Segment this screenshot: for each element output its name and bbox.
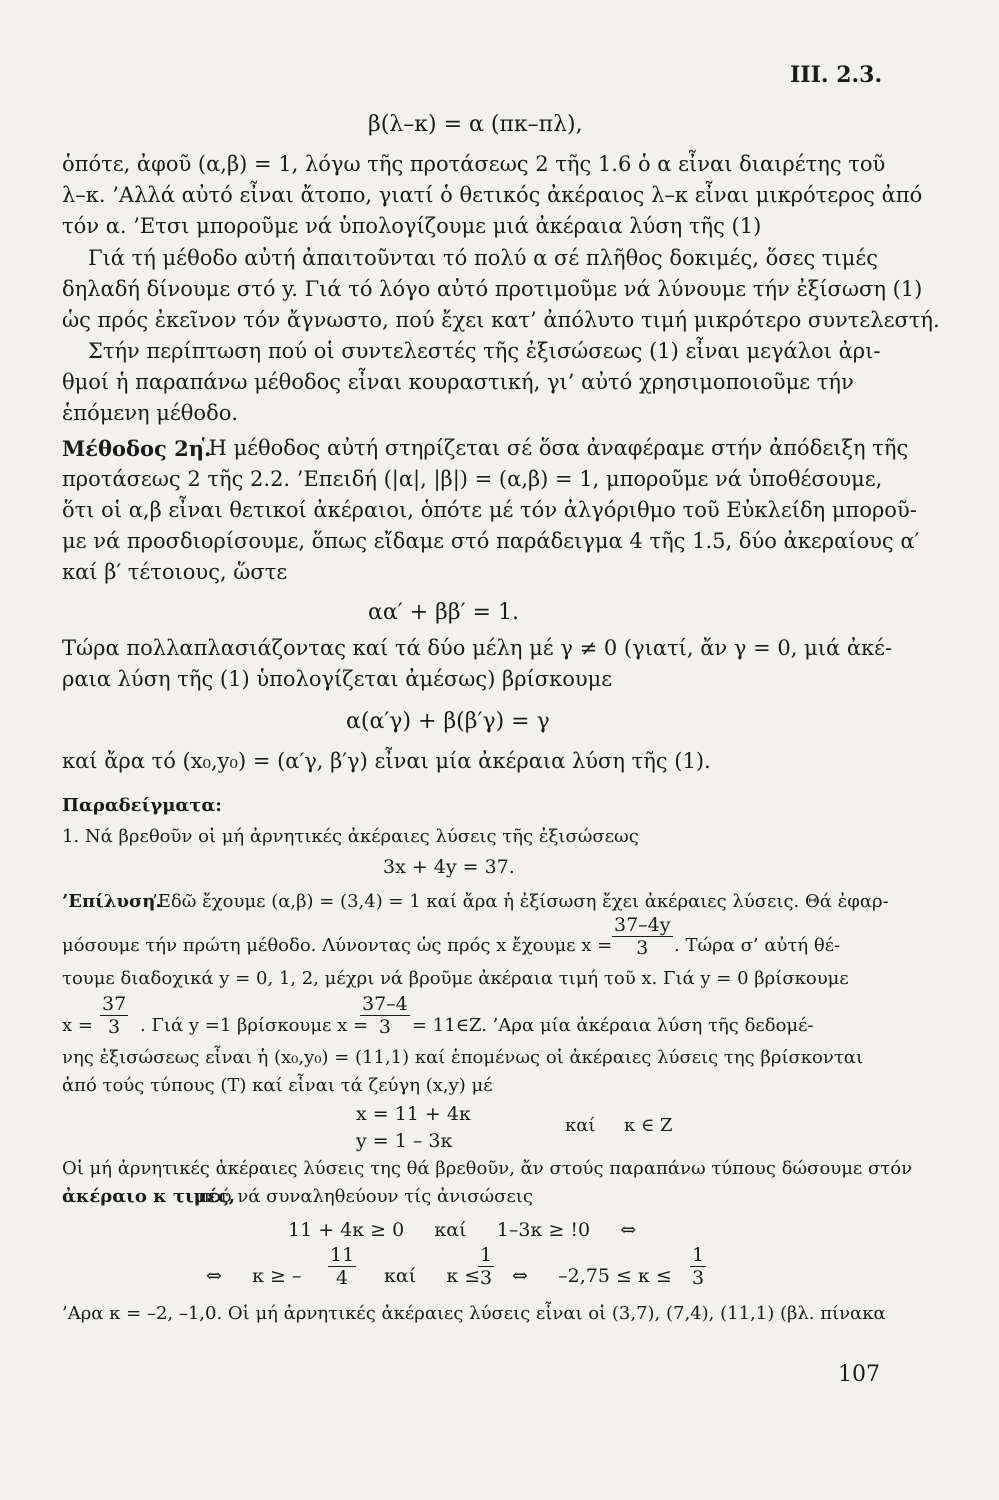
text-line: ὡς πρός ἐκεῖνον τόν ἄγνωστο, πού ἔχει κατ’ ἀπόλυτο τιμή μικρότερο συντελεστή. — [62, 308, 940, 332]
equation-top: β(λ–κ) = α (πκ–πλ), — [368, 112, 583, 137]
equation-3: α(α′γ) + β(β′γ) = γ — [346, 709, 550, 734]
inequality-1: 11 + 4κ ≥ 0 καί 1–3κ ≥ !0 ⇔ — [288, 1219, 637, 1241]
text-line: . Γιά y =1 βρίσκουμε x = — [140, 1015, 369, 1036]
numerator: 37–4y — [614, 914, 671, 936]
text-line: ραια λύση τῆς (1) ὑπολογίζεται ἀμέσως) βρίσκουμε — [62, 667, 613, 691]
text-line: νης ἐξισώσεως εἶναι ἡ (x₀,y₀) = (11,1) καί ἑπομένως οἱ ἀκέραιες λύσεις της βρίσκονται — [62, 1047, 863, 1068]
text-line: λ–κ. ’Αλλά αὐτό εἶναι ἄτοπο, γιατί ὁ θετικός ἀκέραιος λ–κ εἶναι μικρότερος ἀπό — [62, 183, 923, 207]
text-line: ἑπόμενη μέθοδο. — [62, 401, 239, 425]
text-line: ’Εδῶ ἔχουμε (α,β) = (3,4) = 1 καί ἄρα ἡ ἐξίσωση ἔχει ἀκέραιες λύσεις. Θά ἐφαρ- — [152, 891, 889, 912]
text-line: ἀπό τούς τύπους (T) καί εἶναι τά ζεύγη (x,y) μέ — [62, 1075, 493, 1096]
text-line: x = — [62, 1015, 93, 1036]
denominator: 3 — [378, 1016, 391, 1038]
text-line: ’Αρα κ = –2, –1,0. Οἱ μή ἀρνητικές ἀκέραιες λύσεις εἶναι οἱ (3,7), (7,4), (11,1) (βλ. πίνακα — [62, 1303, 886, 1324]
system-condition: κ ∈ Z — [624, 1115, 673, 1136]
numerator: 11 — [330, 1244, 355, 1266]
system-line-1: x = 11 + 4κ — [356, 1103, 471, 1125]
text-line: τουμε διαδοχικά y = 0, 1, 2, μέχρι νά βροῦμε ἀκέραια τιμή τοῦ x. Γιά y = 0 βρίσκουμε — [62, 968, 849, 989]
fraction — [360, 993, 410, 1038]
fraction — [612, 914, 673, 959]
denominator: 3 — [108, 1016, 121, 1038]
text-line: Γιά τή μέθοδο αὐτή ἀπαιτοῦνται τό πολύ α σέ πλῆθος δοκιμές, ὅσες τιμές — [88, 246, 879, 270]
equation-2: αα′ + ββ′ = 1. — [368, 600, 519, 625]
numerator: 1 — [692, 1244, 705, 1266]
examples-title: Παραδείγματα: — [62, 795, 222, 816]
fraction — [328, 1244, 356, 1289]
text-line: καί ἄρα τό (x₀,y₀) = (α′γ, β′γ) εἶναι μία ἀκέραια λύση τῆς (1). — [62, 749, 711, 773]
section-reference: III. 2.3. — [790, 62, 883, 88]
inequality-2a: ⇔ κ ≥ – — [206, 1265, 302, 1287]
fraction — [478, 1244, 494, 1289]
text-line: ὅτι οἱ α,β εἶναι θετικοί ἀκέραιοι, ὁπότε μέ τόν ἀλγόριθμο τοῦ Εὐκλείδη μποροῦ- — [62, 498, 917, 522]
denominator: 3 — [636, 937, 649, 959]
example-1: 1. Νά βρεθοῦν οἱ μή ἀρνητικές ἀκέραιες λύσεις τῆς ἐξισώσεως — [62, 826, 639, 847]
method-2-title: Μέθοδος 2η. — [62, 436, 212, 461]
page-number: 107 — [838, 1362, 880, 1387]
denominator: 4 — [336, 1267, 349, 1289]
system-and: καί — [565, 1115, 596, 1136]
text-line: καί β′ τέτοιους, ὥστε — [62, 560, 288, 584]
numerator: 37 — [102, 993, 127, 1015]
text-line: ῾Η μέθοδος αὐτή στηρίζεται σέ ὅσα ἀναφέραμε στήν ἀπόδειξη τῆς — [198, 436, 909, 460]
text-bold: ἀκέραιο κ τιμές, — [62, 1186, 236, 1207]
denominator: 3 — [480, 1267, 493, 1289]
text-line: Οἱ μή ἀρνητικές ἀκέραιες λύσεις της θά βρεθοῦν, ἄν στούς παραπάνω τύπους δώσουμε στόν — [62, 1158, 913, 1179]
solution-title: ’Επίλυση. — [62, 891, 162, 912]
inequality-2c: ⇔ –2,75 ≤ κ ≤ — [512, 1265, 672, 1287]
text-line: θμοί ἡ παραπάνω μέθοδος εἶναι κουραστική, γι’ αὐτό χρησιμοποιοῦμε τήν — [62, 370, 854, 394]
text-line: δηλαδή δίνουμε στό y. Γιά τό λόγο αὐτό προτιμοῦμε νά λύνουμε τήν ἐξίσωση (1) — [62, 277, 923, 301]
denominator: 3 — [692, 1267, 705, 1289]
inequality-2b: καί κ ≤ — [384, 1265, 481, 1287]
text-line: Τώρα πολλαπλασιάζοντας καί τά δύο μέλη μέ γ ≠ 0 (γιατί, ἄν γ = 0, μιά ἀκέ- — [62, 636, 893, 660]
text-line: πού νά συναληθεύουν τίς ἀνισώσεις — [198, 1186, 533, 1207]
system-line-2: y = 1 – 3κ — [356, 1130, 453, 1152]
fraction — [100, 993, 128, 1038]
text-line: με νά προσδιορίσουμε, ὅπως εἴδαμε στό παράδειγμα 4 τῆς 1.5, δύο ἀκεραίους α′ — [62, 529, 920, 553]
numerator: 37–4 — [362, 993, 408, 1015]
numerator: 1 — [480, 1244, 493, 1266]
text-line: ὁπότε, ἀφοῦ (α,β) = 1, λόγω τῆς προτάσεως 2 τῆς 1.6 ὁ α εἶναι διαιρέτης τοῦ — [62, 152, 886, 176]
text-line: προτάσεως 2 τῆς 2.2. ’Επειδή (|α|, |β|) = (α,β) = 1, μποροῦμε νά ὑποθέσουμε, — [62, 467, 883, 491]
text-line: Στήν περίπτωση πού οἱ συντελεστές τῆς ἐξισώσεως (1) εἶναι μεγάλοι ἀρι- — [88, 339, 881, 363]
text-line: . Τώρα σ’ αὐτή θέ- — [674, 935, 841, 956]
text-line: τόν α. ’Ετσι μποροῦμε νά ὑπολογίζουμε μιά ἀκέραια λύση τῆς (1) — [62, 214, 762, 238]
fraction — [690, 1244, 706, 1289]
text-line: = 11∈Z. ’Αρα μία ἀκέραια λύση τῆς δεδομέ- — [412, 1015, 814, 1036]
text-line: μόσουμε τήν πρώτη μέθοδο. Λύνοντας ὡς πρός x ἔχουμε x = — [62, 935, 613, 956]
equation-4: 3x + 4y = 37. — [383, 856, 515, 878]
